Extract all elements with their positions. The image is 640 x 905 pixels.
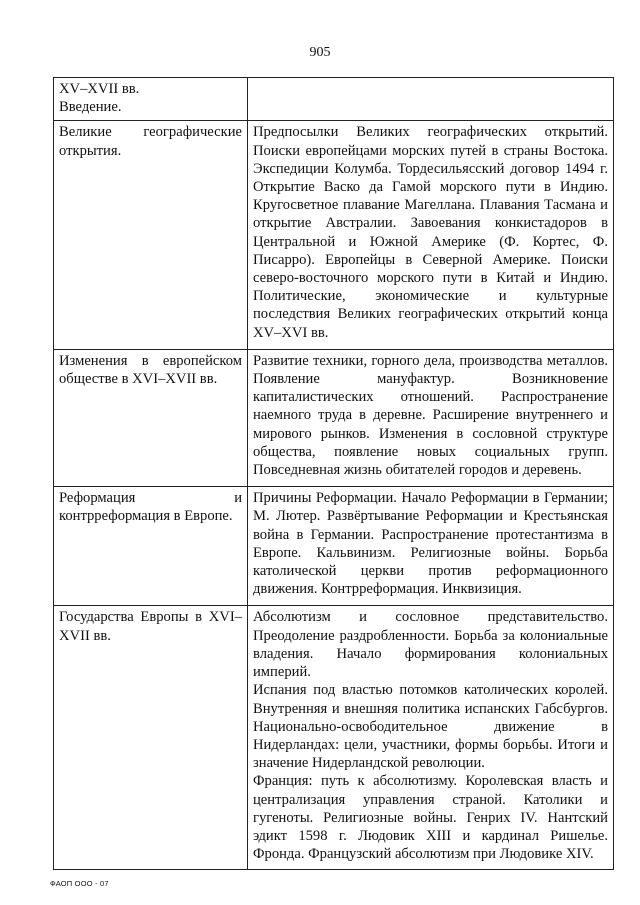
topic-line: Изменения в европейском обществе в XVI–XVII вв.	[59, 352, 242, 388]
table-row	[54, 78, 614, 121]
topic-line: Введение.	[59, 99, 122, 116]
topic-line: XV–XVII вв.	[59, 81, 140, 97]
description-paragraph: Франция: путь к абсолютизму. Королевская власть и централизация управления страной. Католики и гугеноты. Религиозные войны. Генрих IV. Нантский эдикт 1598 г. Людовик XIII и кардинал Ришелье. Фронда. Французский абсолютизм при Людовике XIV.	[253, 773, 608, 863]
description-cell	[248, 349, 614, 486]
description-cell	[248, 78, 614, 121]
description-cell	[248, 121, 614, 349]
topic-cell	[54, 487, 248, 606]
description-cell	[248, 606, 614, 870]
topic-cell	[54, 121, 248, 349]
description-paragraph: Абсолютизм и сословное представительство. Преодоление раздробленности. Борьба за колониальные владения. Начало формирования колониальных империй.	[253, 609, 608, 681]
topic-cell	[54, 606, 248, 870]
description-paragraph: Причины Реформации. Начало Реформации в Германии; М. Лютер. Развёртывание Реформации и Крестьянская война в Германии. Распространение протестантизма в Европе. Кальвинизм. Религиозные войны. Борьба католической церкви против реформационного движения. Контрреформация. Инквизиция.	[253, 490, 608, 598]
description-paragraph: Развитие техники, горного дела, производства металлов. Появление мануфактур. Возникновение капиталистических отношений. Распространение наемного труда в деревне. Расширение внутреннего и мирового рынков. Изменения в сословной структуре общества, появление новых социальных групп. Повседневная жизнь обитателей городов и деревень.	[253, 352, 608, 479]
description-paragraph: Испания под властью потомков католических королей. Внутренняя и внешняя политика испанских Габсбургов. Национально-освободительное движение в Нидерландах: цели, участники, формы борьбы. Итоги и значение Нидерландской революции.	[253, 682, 608, 772]
table-row	[54, 487, 614, 606]
table-row	[54, 606, 614, 870]
topic-cell	[54, 349, 248, 486]
description-cell	[248, 487, 614, 606]
description-paragraph: Предпосылки Великих географических открытий. Поиски европейцами морских путей в страны Востока. Экспедиции Колумба. Тордесильясский договор 1494 г. Открытие Васко да Гамой морского пути в Индию. Кругосветное плавание Магеллана. Плавания Тасмана и открытие Австралии. Завоевания конкистадоров в Центральной и Южной Америке (Ф. Кортес, Ф. Писарро). Европейцы в Северной Америке. Поиски северо-восточного морского пути в Китай и Индию. Политические, экономические и культурные последствия Великих географических открытий конца XV–XVI вв.	[253, 124, 608, 341]
footer-document-code: ФАОП ООО - 07	[50, 879, 109, 888]
topic-line: Государства Европы в XVI–XVII вв.	[59, 609, 242, 644]
curriculum-table	[53, 77, 614, 870]
topic-cell	[54, 78, 248, 121]
topic-line: Великие географические открытия.	[59, 124, 242, 159]
topic-line: Реформация и контрреформация в Европе.	[59, 490, 242, 525]
page-number: 905	[309, 45, 331, 60]
table-row	[54, 349, 614, 486]
table-row	[54, 121, 614, 349]
